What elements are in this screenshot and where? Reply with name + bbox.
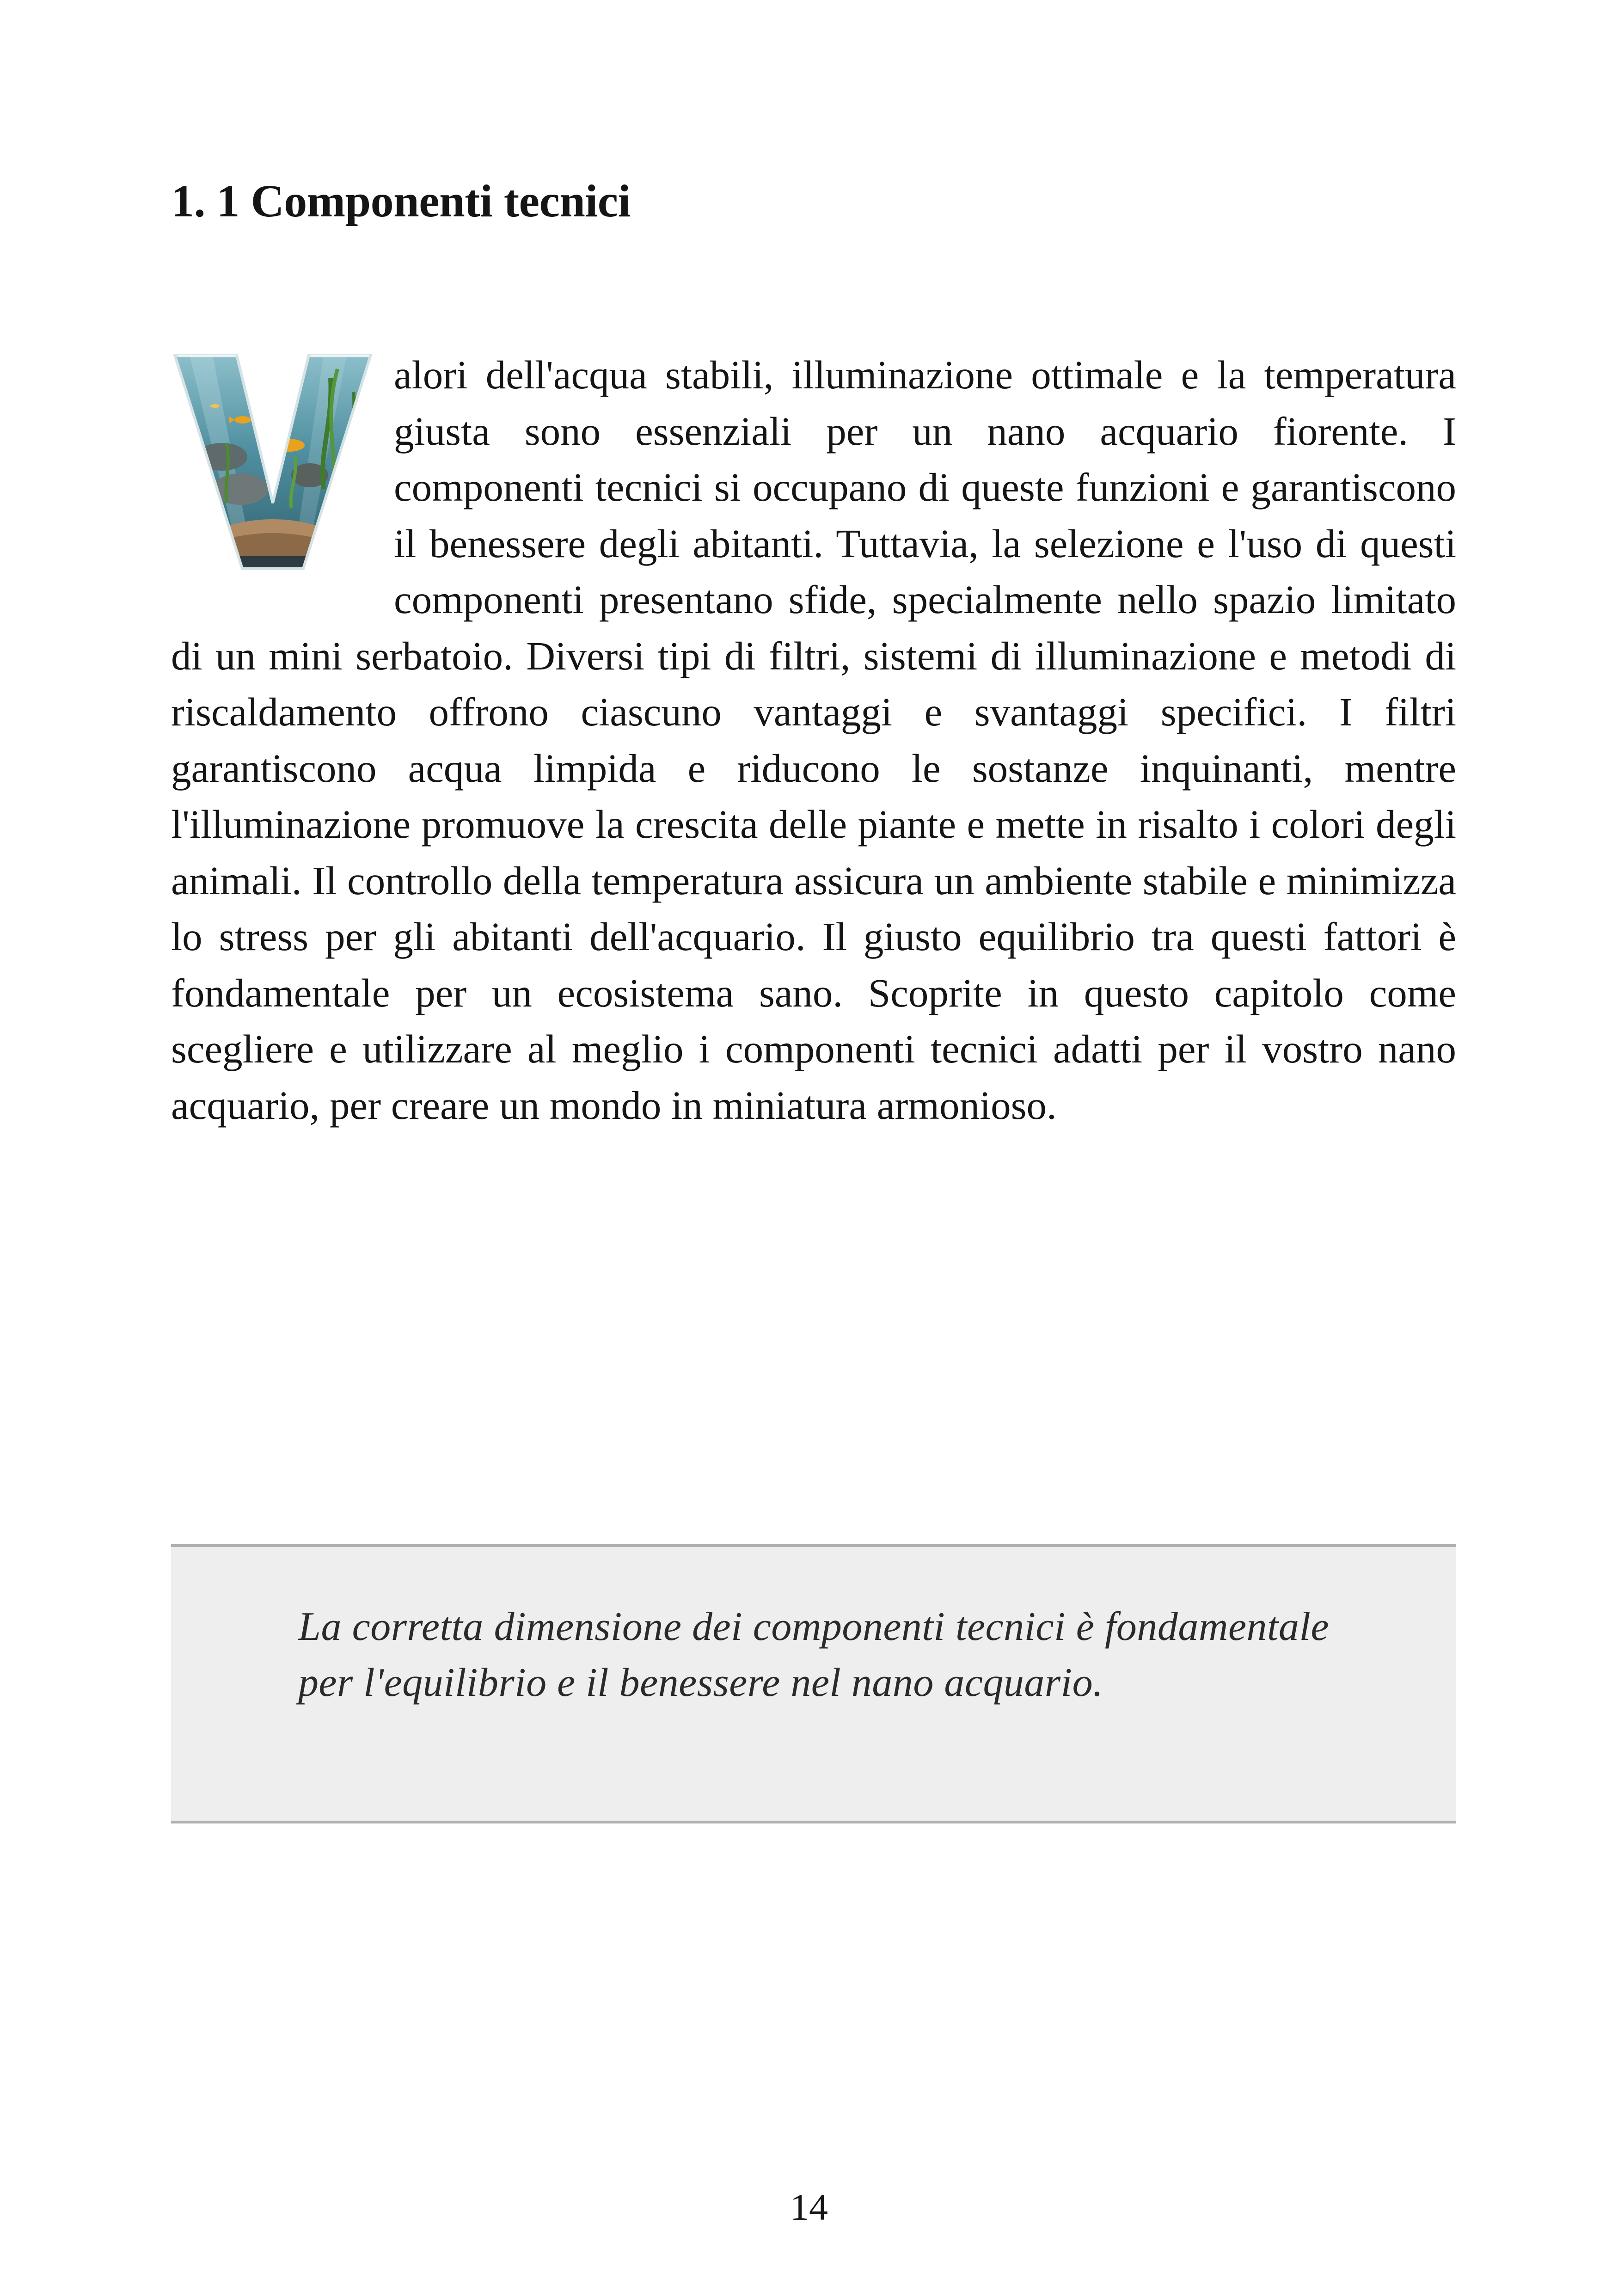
intro-paragraph	[171, 347, 1456, 1133]
dropcap-letter-v-aquarium-icon	[171, 350, 374, 573]
chapter-heading: 1. 1 Componenti tecnici	[171, 175, 631, 227]
callout-text: La corretta dimensione dei componenti tecnici è fondamentale per l'equilibrio e il benessere nel nano acquario.	[298, 1604, 1329, 1705]
callout-box	[171, 1544, 1456, 1823]
paragraph-text: dell'acqua stabili, illuminazione ottimale e la temperatura giusta sono essenziali per un nano acquario fiorente. I componenti tecnici si occupano di queste funzioni e garantiscono il benessere degli abitanti. Tuttavia, la selezione e l'uso di questi componenti presentano sfide, specialmente nello spazio limitato di un mini serbatoio. Diversi tipi di filtri, sistemi di illuminazione e metodi di riscaldamento offrono ciascuno vantaggi e svantaggi specifici. I filtri garantiscono acqua limpida e riducono le sostanze inquinanti, mentre l'illuminazione promuove la crescita delle piante e mette in risalto i colori degli animali. Il controllo della temperatura assicura un ambiente stabile e minimizza lo stress per gli abitanti dell'acquario. Il giusto equilibrio tra questi fattori è fondamentale per un ecosistema sano. Scoprite in questo capitolo come scegliere e utilizzare al meglio i componenti tecnici adatti per il vostro nano acquario, per creare un mondo in miniatura armonioso.	[171, 352, 1456, 1128]
first-word-remainder: alori	[394, 352, 468, 397]
page-number: 14	[790, 2186, 828, 2228]
